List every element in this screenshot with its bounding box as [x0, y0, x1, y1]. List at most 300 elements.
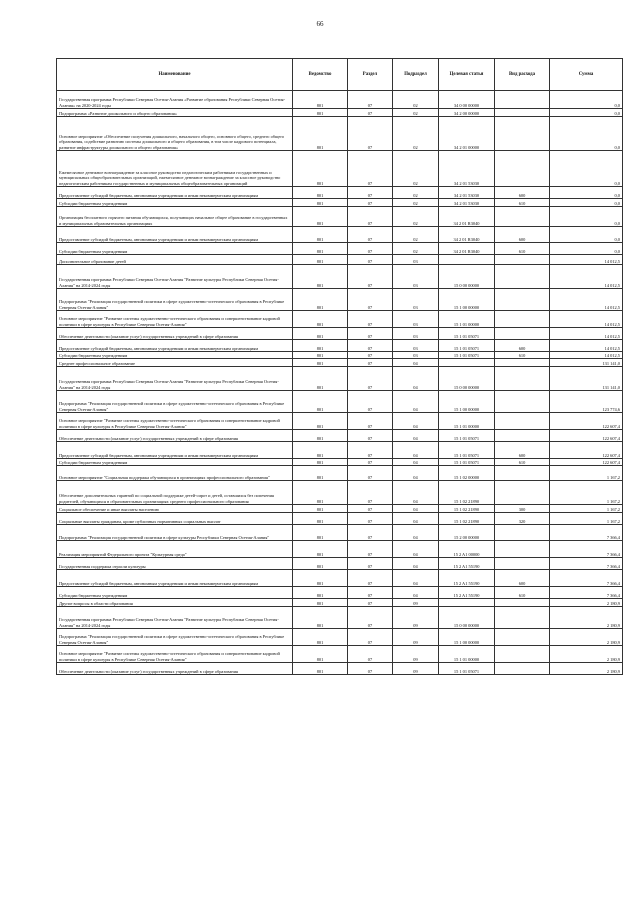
table-row [57, 265, 623, 289]
cell-vedomstvo: 801 [293, 265, 348, 289]
cell-podrazdel: 02 [393, 151, 439, 187]
cell-vedomstvo: 801 [293, 513, 348, 525]
cell-name: Подпрограмма "Реализация государственной политики в сфере культуры Республики Северная Осетия-Алания" [57, 525, 293, 541]
cell-summa: 123 774,6 [550, 391, 623, 413]
cell-summa: 122 607,4 [550, 413, 623, 430]
cell-podrazdel: 03 [393, 311, 439, 328]
cell-summa: 131 141,0 [550, 359, 623, 367]
table-header-row [57, 59, 623, 91]
table-row [57, 587, 623, 599]
cell-summa: 2 180,9 [550, 599, 623, 607]
cell-summa: 7 366,4 [550, 541, 623, 558]
cell-razdel: 07 [348, 505, 393, 513]
cell-name: Дополнительное образование детей [57, 255, 293, 265]
cell-vedomstvo: 801 [293, 442, 348, 459]
cell-name: Предоставление субсидий бюджетным, автономным учреждениям и иным некоммерческим организациям [57, 570, 293, 587]
header-podrazdel: Подраздел [393, 59, 439, 91]
cell-celevaya-statya: 15 1 02 21890 [439, 513, 495, 525]
cell-vid-raskhoda [495, 599, 550, 607]
cell-vid-raskhoda [495, 629, 550, 646]
cell-vid-raskhoda [495, 367, 550, 391]
cell-vedomstvo: 801 [293, 391, 348, 413]
cell-vid-raskhoda: 600 [495, 227, 550, 243]
cell-vedomstvo: 801 [293, 352, 348, 359]
cell-name: Основное мероприятие "Развитие системы художественно-эстетического образования и совершенствование кадровой политики в сфере культуры в Республике Северная Осетия-Алания" [57, 311, 293, 328]
table-row [57, 243, 623, 255]
cell-celevaya-statya: 34 2 01 R3040 [439, 207, 495, 227]
cell-celevaya-statya: 15 0 00 00000 [439, 265, 495, 289]
cell-vedomstvo: 801 [293, 255, 348, 265]
cell-name: Ежемесячное денежное вознаграждение за классное руководство педагогическим работникам государственных и муниципальных общеобразовательных организаций, ежемесячное денежное вознаграждение за классное руководство педагогическим работникам государственных и муниципальных общеобразовательных организаций [57, 151, 293, 187]
cell-summa: 1 167,2 [550, 513, 623, 525]
cell-summa: 0,0 [550, 151, 623, 187]
cell-podrazdel: 04 [393, 459, 439, 466]
cell-vid-raskhoda: 610 [495, 243, 550, 255]
header-razdel: Раздел [348, 59, 393, 91]
cell-celevaya-statya: 34 2 01 R3040 [439, 243, 495, 255]
cell-razdel: 07 [348, 442, 393, 459]
table-row [57, 629, 623, 646]
table-row [57, 525, 623, 541]
cell-celevaya-statya: 15 1 01 00000 [439, 311, 495, 328]
cell-name: Предоставление субсидий бюджетным, автономным учреждениям и иным некоммерческим организациям [57, 187, 293, 199]
cell-vedomstvo: 801 [293, 328, 348, 340]
cell-celevaya-statya: 15 0 00 00000 [439, 367, 495, 391]
cell-name: Государственная программа Республики Северная Осетия-Алания "Развитие культуры Республики Северная Осетия-Алания" на 2014-2024 годы [57, 607, 293, 629]
cell-name: Субсидии бюджетным учреждениям [57, 459, 293, 466]
cell-vedomstvo: 801 [293, 199, 348, 207]
cell-podrazdel: 09 [393, 663, 439, 675]
cell-podrazdel: 03 [393, 352, 439, 359]
cell-summa: 122 607,4 [550, 459, 623, 466]
cell-razdel: 07 [348, 558, 393, 570]
table-row [57, 466, 623, 481]
cell-podrazdel: 03 [393, 340, 439, 352]
cell-vedomstvo: 801 [293, 359, 348, 367]
cell-vid-raskhoda: 610 [495, 199, 550, 207]
cell-vid-raskhoda [495, 151, 550, 187]
cell-vedomstvo: 801 [293, 505, 348, 513]
cell-vedomstvo: 801 [293, 629, 348, 646]
cell-podrazdel: 02 [393, 227, 439, 243]
cell-razdel: 07 [348, 513, 393, 525]
cell-summa: 0,0 [550, 243, 623, 255]
cell-summa: 1 167,2 [550, 466, 623, 481]
cell-summa: 0,0 [550, 91, 623, 109]
cell-vedomstvo: 801 [293, 413, 348, 430]
cell-name: Субсидии бюджетным учреждениям [57, 587, 293, 599]
cell-vedomstvo: 801 [293, 151, 348, 187]
cell-vedomstvo: 801 [293, 607, 348, 629]
cell-podrazdel: 03 [393, 265, 439, 289]
table-row [57, 289, 623, 311]
table-row [57, 367, 623, 391]
cell-vedomstvo: 801 [293, 311, 348, 328]
cell-razdel: 07 [348, 629, 393, 646]
cell-vid-raskhoda [495, 663, 550, 675]
cell-razdel: 07 [348, 187, 393, 199]
cell-name: Государственная программа Республики Северная Осетия-Алания "Развитие культуры Республики Северная Осетия-Алания" на 2014-2024 годы [57, 367, 293, 391]
cell-podrazdel: 04 [393, 541, 439, 558]
cell-vid-raskhoda [495, 328, 550, 340]
cell-vedomstvo: 801 [293, 587, 348, 599]
cell-celevaya-statya: 15 0 00 00000 [439, 607, 495, 629]
cell-podrazdel: 02 [393, 243, 439, 255]
cell-razdel: 07 [348, 265, 393, 289]
cell-celevaya-statya: 15 1 01 05071 [439, 328, 495, 340]
cell-summa: 7 366,4 [550, 570, 623, 587]
cell-celevaya-statya: 34 0 00 00000 [439, 91, 495, 109]
table-row [57, 505, 623, 513]
cell-razdel: 07 [348, 289, 393, 311]
cell-celevaya-statya: 15 1 01 00000 [439, 413, 495, 430]
cell-razdel: 07 [348, 391, 393, 413]
cell-summa: 7 366,4 [550, 587, 623, 599]
cell-podrazdel: 02 [393, 109, 439, 117]
cell-name: Субсидии бюджетным учреждениям [57, 243, 293, 255]
cell-podrazdel: 03 [393, 289, 439, 311]
cell-summa: 2 180,9 [550, 663, 623, 675]
cell-celevaya-statya: 15 2 A1 55190 [439, 587, 495, 599]
cell-razdel: 07 [348, 109, 393, 117]
cell-summa: 14 012,5 [550, 352, 623, 359]
cell-celevaya-statya: 15 1 01 05071 [439, 340, 495, 352]
cell-name: Подпрограмма «Развитие дошкольного и общего образования» [57, 109, 293, 117]
cell-vid-raskhoda [495, 109, 550, 117]
table-row [57, 340, 623, 352]
cell-celevaya-statya: 15 1 01 05071 [439, 352, 495, 359]
cell-name: Основное мероприятие "Социальная поддержка обучающихся в организациях профессионального образования" [57, 466, 293, 481]
cell-vid-raskhoda [495, 289, 550, 311]
cell-vid-raskhoda: 600 [495, 442, 550, 459]
cell-summa: 131 141,0 [550, 367, 623, 391]
cell-summa: 2 180,9 [550, 607, 623, 629]
page-number: 66 [316, 20, 324, 28]
cell-podrazdel: 04 [393, 558, 439, 570]
cell-name: Подпрограмма "Реализация государственной политики в сфере художественно-эстетического образования в Республике Северная Осетия-Алания" [57, 629, 293, 646]
cell-vedomstvo: 801 [293, 430, 348, 442]
cell-podrazdel: 03 [393, 255, 439, 265]
cell-vid-raskhoda [495, 466, 550, 481]
cell-podrazdel: 02 [393, 207, 439, 227]
cell-vid-raskhoda: 600 [495, 187, 550, 199]
cell-razdel: 07 [348, 541, 393, 558]
cell-summa: 122 607,4 [550, 442, 623, 459]
cell-podrazdel: 04 [393, 505, 439, 513]
table-row [57, 413, 623, 430]
cell-vid-raskhoda [495, 481, 550, 505]
cell-summa: 14 012,5 [550, 289, 623, 311]
cell-celevaya-statya: 15 1 01 00000 [439, 646, 495, 663]
cell-celevaya-statya [439, 359, 495, 367]
budget-table [56, 58, 623, 675]
table-row [57, 430, 623, 442]
table-row [57, 207, 623, 227]
cell-name: Субсидии бюджетным учреждениям [57, 199, 293, 207]
cell-vedomstvo: 801 [293, 227, 348, 243]
cell-vedomstvo: 801 [293, 525, 348, 541]
cell-name: Основное мероприятие «Обеспечение получения дошкольного, начального общего, основного общего, среднего общего образования, содействие развитию системы дошкольного и общего образования, в том числе кадрового потенциала, развитие инфраструктуры дошкольного и общего образования» [57, 117, 293, 151]
cell-summa: 7 366,4 [550, 525, 623, 541]
cell-razdel: 07 [348, 311, 393, 328]
cell-name: Основное мероприятие "Развитие системы художественно-эстетического образования и совершенствование кадровой политики в сфере культуры в Республике Северная Осетия-Алания" [57, 413, 293, 430]
cell-podrazdel: 04 [393, 525, 439, 541]
table-row [57, 607, 623, 629]
cell-vid-raskhoda [495, 91, 550, 109]
cell-podrazdel: 09 [393, 629, 439, 646]
cell-razdel: 07 [348, 340, 393, 352]
cell-name: Субсидии бюджетным учреждениям [57, 352, 293, 359]
cell-razdel: 07 [348, 570, 393, 587]
cell-celevaya-statya: 34 2 01 53030 [439, 199, 495, 207]
header-name: Наименование [57, 59, 293, 91]
cell-podrazdel: 04 [393, 442, 439, 459]
header-celevaya-statya: Целевая статья [439, 59, 495, 91]
cell-vid-raskhoda [495, 311, 550, 328]
cell-celevaya-statya: 15 1 02 21890 [439, 505, 495, 513]
cell-celevaya-statya: 15 2 A1 55190 [439, 558, 495, 570]
cell-summa: 2 180,9 [550, 629, 623, 646]
cell-razdel: 07 [348, 151, 393, 187]
cell-name: Подпрограмма "Реализация государственной политики в сфере художественно-эстетического образования в Республике Северная Осетия-Алания" [57, 391, 293, 413]
cell-podrazdel: 04 [393, 359, 439, 367]
cell-celevaya-statya: 34 2 00 00000 [439, 109, 495, 117]
cell-celevaya-statya [439, 599, 495, 607]
cell-razdel: 07 [348, 359, 393, 367]
cell-name: Обеспечение деятельности (оказание услуг) государственных учреждений в сфере образования [57, 430, 293, 442]
cell-vid-raskhoda: 600 [495, 570, 550, 587]
cell-vid-raskhoda [495, 117, 550, 151]
cell-celevaya-statya: 15 1 00 00000 [439, 629, 495, 646]
cell-vedomstvo: 801 [293, 243, 348, 255]
cell-podrazdel: 04 [393, 481, 439, 505]
cell-summa: 7 366,4 [550, 558, 623, 570]
cell-vedomstvo: 801 [293, 663, 348, 675]
cell-razdel: 07 [348, 227, 393, 243]
cell-razdel: 07 [348, 367, 393, 391]
cell-celevaya-statya: 34 2 01 53030 [439, 187, 495, 199]
table-row [57, 541, 623, 558]
cell-summa: 0,0 [550, 117, 623, 151]
cell-vid-raskhoda [495, 646, 550, 663]
cell-podrazdel: 02 [393, 91, 439, 109]
cell-summa: 14 012,5 [550, 311, 623, 328]
cell-celevaya-statya: 15 2 00 00000 [439, 525, 495, 541]
cell-vedomstvo: 801 [293, 207, 348, 227]
table-row [57, 442, 623, 459]
table-row [57, 599, 623, 607]
cell-vid-raskhoda: 610 [495, 587, 550, 599]
table-row [57, 391, 623, 413]
cell-summa: 14 012,5 [550, 340, 623, 352]
cell-vid-raskhoda [495, 525, 550, 541]
cell-podrazdel: 04 [393, 391, 439, 413]
cell-podrazdel: 04 [393, 367, 439, 391]
cell-name: Среднее профессиональное образование [57, 359, 293, 367]
cell-vid-raskhoda: 320 [495, 513, 550, 525]
cell-razdel: 07 [348, 459, 393, 466]
cell-vid-raskhoda [495, 207, 550, 227]
cell-razdel: 07 [348, 352, 393, 359]
cell-name: Предоставление субсидий бюджетным, автономным учреждениям и иным некоммерческим организациям [57, 227, 293, 243]
cell-razdel: 07 [348, 255, 393, 265]
cell-celevaya-statya: 34 2 01 00000 [439, 117, 495, 151]
cell-razdel: 07 [348, 430, 393, 442]
cell-vedomstvo: 801 [293, 109, 348, 117]
cell-podrazdel: 02 [393, 199, 439, 207]
cell-celevaya-statya: 15 1 00 00000 [439, 289, 495, 311]
cell-name: Социальные выплаты гражданам, кроме публичных нормативных социальных выплат [57, 513, 293, 525]
table-row [57, 481, 623, 505]
cell-vid-raskhoda: 600 [495, 340, 550, 352]
cell-summa: 122 607,4 [550, 430, 623, 442]
cell-name: Предоставление субсидий бюджетным, автономным учреждениям и иным некоммерческим организациям [57, 442, 293, 459]
table-row [57, 663, 623, 675]
cell-vedomstvo: 801 [293, 646, 348, 663]
cell-summa: 14 012,5 [550, 265, 623, 289]
table-row [57, 352, 623, 359]
cell-summa: 1 167,2 [550, 481, 623, 505]
cell-name: Социальное обеспечение и иные выплаты населению [57, 505, 293, 513]
table-row [57, 109, 623, 117]
cell-podrazdel: 03 [393, 328, 439, 340]
cell-vedomstvo: 801 [293, 187, 348, 199]
cell-podrazdel: 04 [393, 466, 439, 481]
cell-razdel: 07 [348, 243, 393, 255]
cell-summa: 0,0 [550, 207, 623, 227]
cell-podrazdel: 09 [393, 646, 439, 663]
cell-celevaya-statya: 15 1 00 00000 [439, 391, 495, 413]
header-vedomstvo: Ведомство [293, 59, 348, 91]
cell-razdel: 07 [348, 599, 393, 607]
cell-celevaya-statya: 34 2 01 R3040 [439, 227, 495, 243]
cell-razdel: 07 [348, 607, 393, 629]
cell-vid-raskhoda [495, 391, 550, 413]
cell-name: Подпрограмма "Реализация государственной политики в сфере художественно-эстетического образования в Республике Северная Осетия-Алания" [57, 289, 293, 311]
cell-vid-raskhoda: 610 [495, 459, 550, 466]
cell-podrazdel: 09 [393, 607, 439, 629]
cell-celevaya-statya [439, 255, 495, 265]
cell-vedomstvo: 801 [293, 570, 348, 587]
cell-name: Основное мероприятие "Развитие системы художественно-эстетического образования и совершенствование кадровой политики в сфере культуры в Республике Северная Осетия-Алания" [57, 646, 293, 663]
table-row [57, 328, 623, 340]
cell-vedomstvo: 801 [293, 558, 348, 570]
cell-summa: 0,0 [550, 187, 623, 199]
table-row [57, 646, 623, 663]
cell-name: Предоставление субсидий бюджетным, автономным учреждениям и иным некоммерческим организациям [57, 340, 293, 352]
cell-vedomstvo: 801 [293, 91, 348, 109]
cell-vid-raskhoda [495, 607, 550, 629]
cell-vid-raskhoda [495, 558, 550, 570]
table-row [57, 91, 623, 109]
cell-celevaya-statya: 15 2 A1 55190 [439, 570, 495, 587]
cell-celevaya-statya: 15 1 01 05071 [439, 663, 495, 675]
cell-vedomstvo: 801 [293, 367, 348, 391]
cell-vedomstvo: 801 [293, 340, 348, 352]
cell-name: Государственная программа Республики Северная Осетия-Алания "Развитие культуры Республики Северная Осетия-Алания" на 2014-2024 годы [57, 265, 293, 289]
cell-vid-raskhoda [495, 265, 550, 289]
cell-razdel: 07 [348, 207, 393, 227]
cell-vedomstvo: 801 [293, 481, 348, 505]
table-row [57, 199, 623, 207]
cell-celevaya-statya: 15 2 A1 00000 [439, 541, 495, 558]
cell-vid-raskhoda [495, 541, 550, 558]
cell-podrazdel: 02 [393, 117, 439, 151]
cell-celevaya-statya: 15 1 01 05071 [439, 459, 495, 466]
cell-summa: 0,0 [550, 227, 623, 243]
table-row [57, 359, 623, 367]
cell-vid-raskhoda: 300 [495, 505, 550, 513]
cell-name: Государственная поддержка отрасли культуры [57, 558, 293, 570]
cell-podrazdel: 04 [393, 587, 439, 599]
cell-vedomstvo: 801 [293, 466, 348, 481]
table-row [57, 255, 623, 265]
cell-podrazdel: 04 [393, 430, 439, 442]
cell-name: Организация бесплатного горячего питания обучающихся, получающих начальное общее образование в государственных и муниципальных образовательных организациях [57, 207, 293, 227]
cell-vedomstvo: 801 [293, 289, 348, 311]
table-row [57, 513, 623, 525]
cell-celevaya-statya: 15 1 01 05071 [439, 442, 495, 459]
cell-razdel: 07 [348, 481, 393, 505]
cell-celevaya-statya: 15 1 02 00000 [439, 466, 495, 481]
cell-razdel: 07 [348, 525, 393, 541]
cell-podrazdel: 02 [393, 187, 439, 199]
table-row [57, 311, 623, 328]
cell-summa: 14 012,5 [550, 328, 623, 340]
cell-vedomstvo: 801 [293, 599, 348, 607]
cell-razdel: 07 [348, 663, 393, 675]
table-row [57, 570, 623, 587]
cell-vid-raskhoda [495, 430, 550, 442]
table-row [57, 558, 623, 570]
cell-summa: 0,0 [550, 109, 623, 117]
cell-celevaya-statya: 34 2 01 53030 [439, 151, 495, 187]
cell-name: Реализация мероприятий Федерального проекта "Культурная среда" [57, 541, 293, 558]
cell-razdel: 07 [348, 91, 393, 109]
cell-vedomstvo: 801 [293, 117, 348, 151]
cell-summa: 0,0 [550, 199, 623, 207]
cell-razdel: 07 [348, 413, 393, 430]
table-row [57, 227, 623, 243]
cell-summa: 2 180,9 [550, 646, 623, 663]
cell-razdel: 07 [348, 587, 393, 599]
cell-vedomstvo: 801 [293, 459, 348, 466]
cell-podrazdel: 04 [393, 513, 439, 525]
cell-vid-raskhoda [495, 255, 550, 265]
cell-razdel: 07 [348, 328, 393, 340]
cell-razdel: 07 [348, 117, 393, 151]
cell-summa: 14 012,5 [550, 255, 623, 265]
table-row [57, 117, 623, 151]
cell-podrazdel: 04 [393, 570, 439, 587]
cell-summa: 1 167,2 [550, 505, 623, 513]
header-summa: Сумма [550, 59, 623, 91]
cell-vid-raskhoda [495, 413, 550, 430]
cell-celevaya-statya: 15 1 01 05071 [439, 430, 495, 442]
cell-razdel: 07 [348, 466, 393, 481]
cell-vid-raskhoda: 610 [495, 352, 550, 359]
cell-razdel: 07 [348, 199, 393, 207]
table-row [57, 459, 623, 466]
cell-razdel: 07 [348, 646, 393, 663]
table-row [57, 187, 623, 199]
cell-celevaya-statya: 15 1 02 21890 [439, 481, 495, 505]
cell-name: Другие вопросы в области образования [57, 599, 293, 607]
cell-podrazdel: 04 [393, 413, 439, 430]
cell-name: Обеспечение деятельности (оказание услуг) государственных учреждений в сфере образования [57, 328, 293, 340]
cell-name: Государственная программа Республики Северная Осетия-Алания «Развитие образования Республики Северная Осетия-Алания» на 2020-2024 годы [57, 91, 293, 109]
table-row [57, 151, 623, 187]
